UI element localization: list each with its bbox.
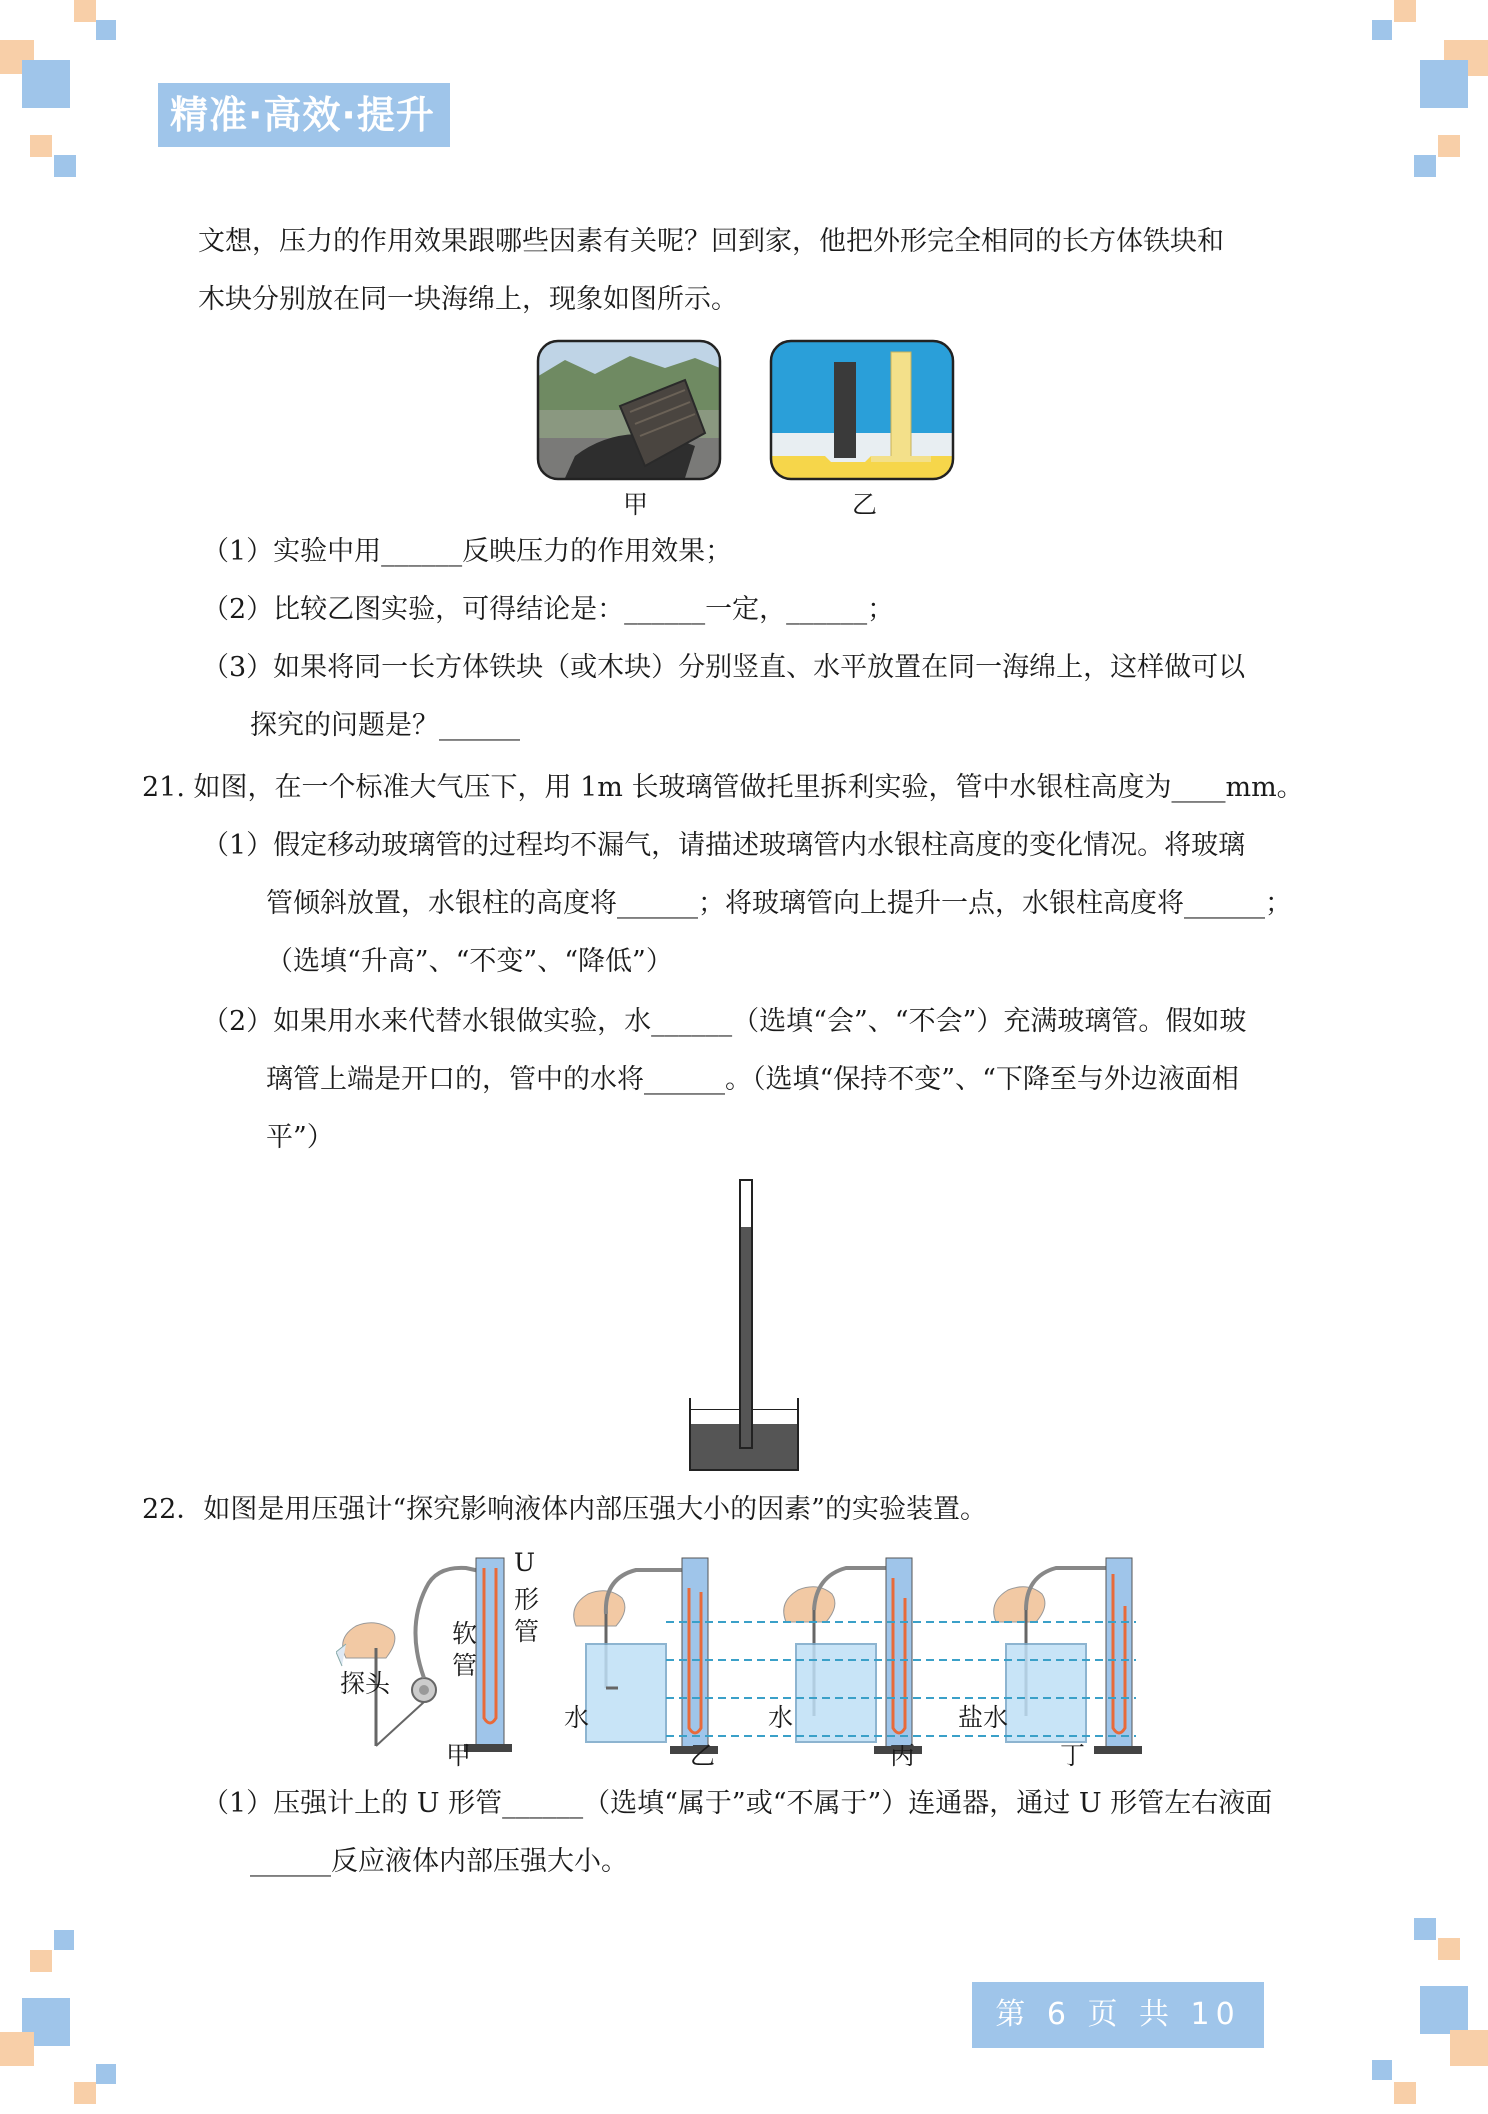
q21-part-1a: （1）假定移动玻璃管的过程均不漏气，请描述玻璃管内水银柱高度的变化情况。将玻璃 — [202, 830, 1246, 861]
q20-part-3a: （3）如果将同一长方体铁块（或木块）分别竖直、水平放置在同一海绵上，这样做可以 — [202, 652, 1246, 683]
q20-part-3b: 探究的问题是？______ — [250, 710, 520, 741]
header-badge: 精准·高效·提升 — [158, 83, 450, 147]
label-brine: 盐水 — [958, 1703, 1009, 1732]
figure-caption-jia: 甲 — [623, 490, 649, 519]
apparatus-ding — [994, 1558, 1142, 1754]
q21-part-1b: 管倾斜放置，水银柱的高度将______；将玻璃管向上提升一点，水银柱高度将______； — [266, 888, 1292, 919]
photo-blocks-on-sponge — [765, 338, 955, 483]
q21-stem: 21. 如图，在一个标准大气压下，用 1m 长玻璃管做托里拆利实验，管中水银柱高度为____mm。 — [142, 772, 1304, 803]
label-u: U — [514, 1548, 536, 1577]
caption-yi: 乙 — [690, 1741, 716, 1770]
q22-stem: 22．如图是用压强计“探究影响液体内部压强大小的因素”的实验装置。 — [142, 1494, 987, 1525]
q22-part-1b: ______反应液体内部压强大小。 — [250, 1846, 628, 1877]
label-water-2: 水 — [768, 1703, 794, 1732]
page-number: 第 6 页 共 10 页 — [972, 1982, 1264, 2048]
q21-part-1c: （选填“升高”、“不变”、“降低”） — [266, 946, 673, 977]
q20-part-2: （2）比较乙图实验，可得结论是：______一定，______； — [202, 594, 895, 625]
label-ruanguan: 管 — [452, 1651, 478, 1680]
sponge-photos-figure — [535, 338, 955, 483]
label-water-1: 水 — [564, 1703, 590, 1732]
q21-part-2c: 平”） — [266, 1122, 334, 1153]
caption-jia: 甲 — [446, 1741, 472, 1770]
q20-part-1: （1）实验中用______反映压力的作用效果； — [202, 536, 733, 567]
label-ruan: 软 — [452, 1619, 478, 1648]
apparatus-yi — [574, 1558, 718, 1754]
label-probe: 探头 — [340, 1669, 391, 1698]
photo-truck — [535, 338, 725, 483]
q22-part-1a: （1）压强计上的 U 形管______（选填“属于”或“不属于”）连通器，通过 U 形管左右液面 — [202, 1788, 1273, 1819]
torricelli-tube-figure — [688, 1176, 806, 1474]
label-guan: 管 — [514, 1617, 540, 1646]
apparatus-jia — [336, 1558, 512, 1752]
q21-part-2b: 璃管上端是开口的，管中的水将______。（选填“保持不变”、“下降至与外边液面相 — [266, 1064, 1239, 1095]
figure-caption-yi: 乙 — [852, 490, 878, 519]
apparatus-bing — [784, 1558, 922, 1754]
intro-line-2: 木块分别放在同一块海绵上，现象如图所示。 — [198, 284, 738, 315]
caption-ding: 丁 — [1060, 1741, 1086, 1770]
intro-line-1: 文想，压力的作用效果跟哪些因素有关呢？回到家，他把外形完全相同的长方体铁块和 — [198, 226, 1224, 257]
q21-part-2a: （2）如果用水来代替水银做实验，水______（选填“会”、“不会”）充满玻璃管。假如玻 — [202, 1006, 1247, 1037]
label-xing: 形 — [514, 1585, 540, 1614]
caption-bing: 丙 — [890, 1741, 916, 1770]
